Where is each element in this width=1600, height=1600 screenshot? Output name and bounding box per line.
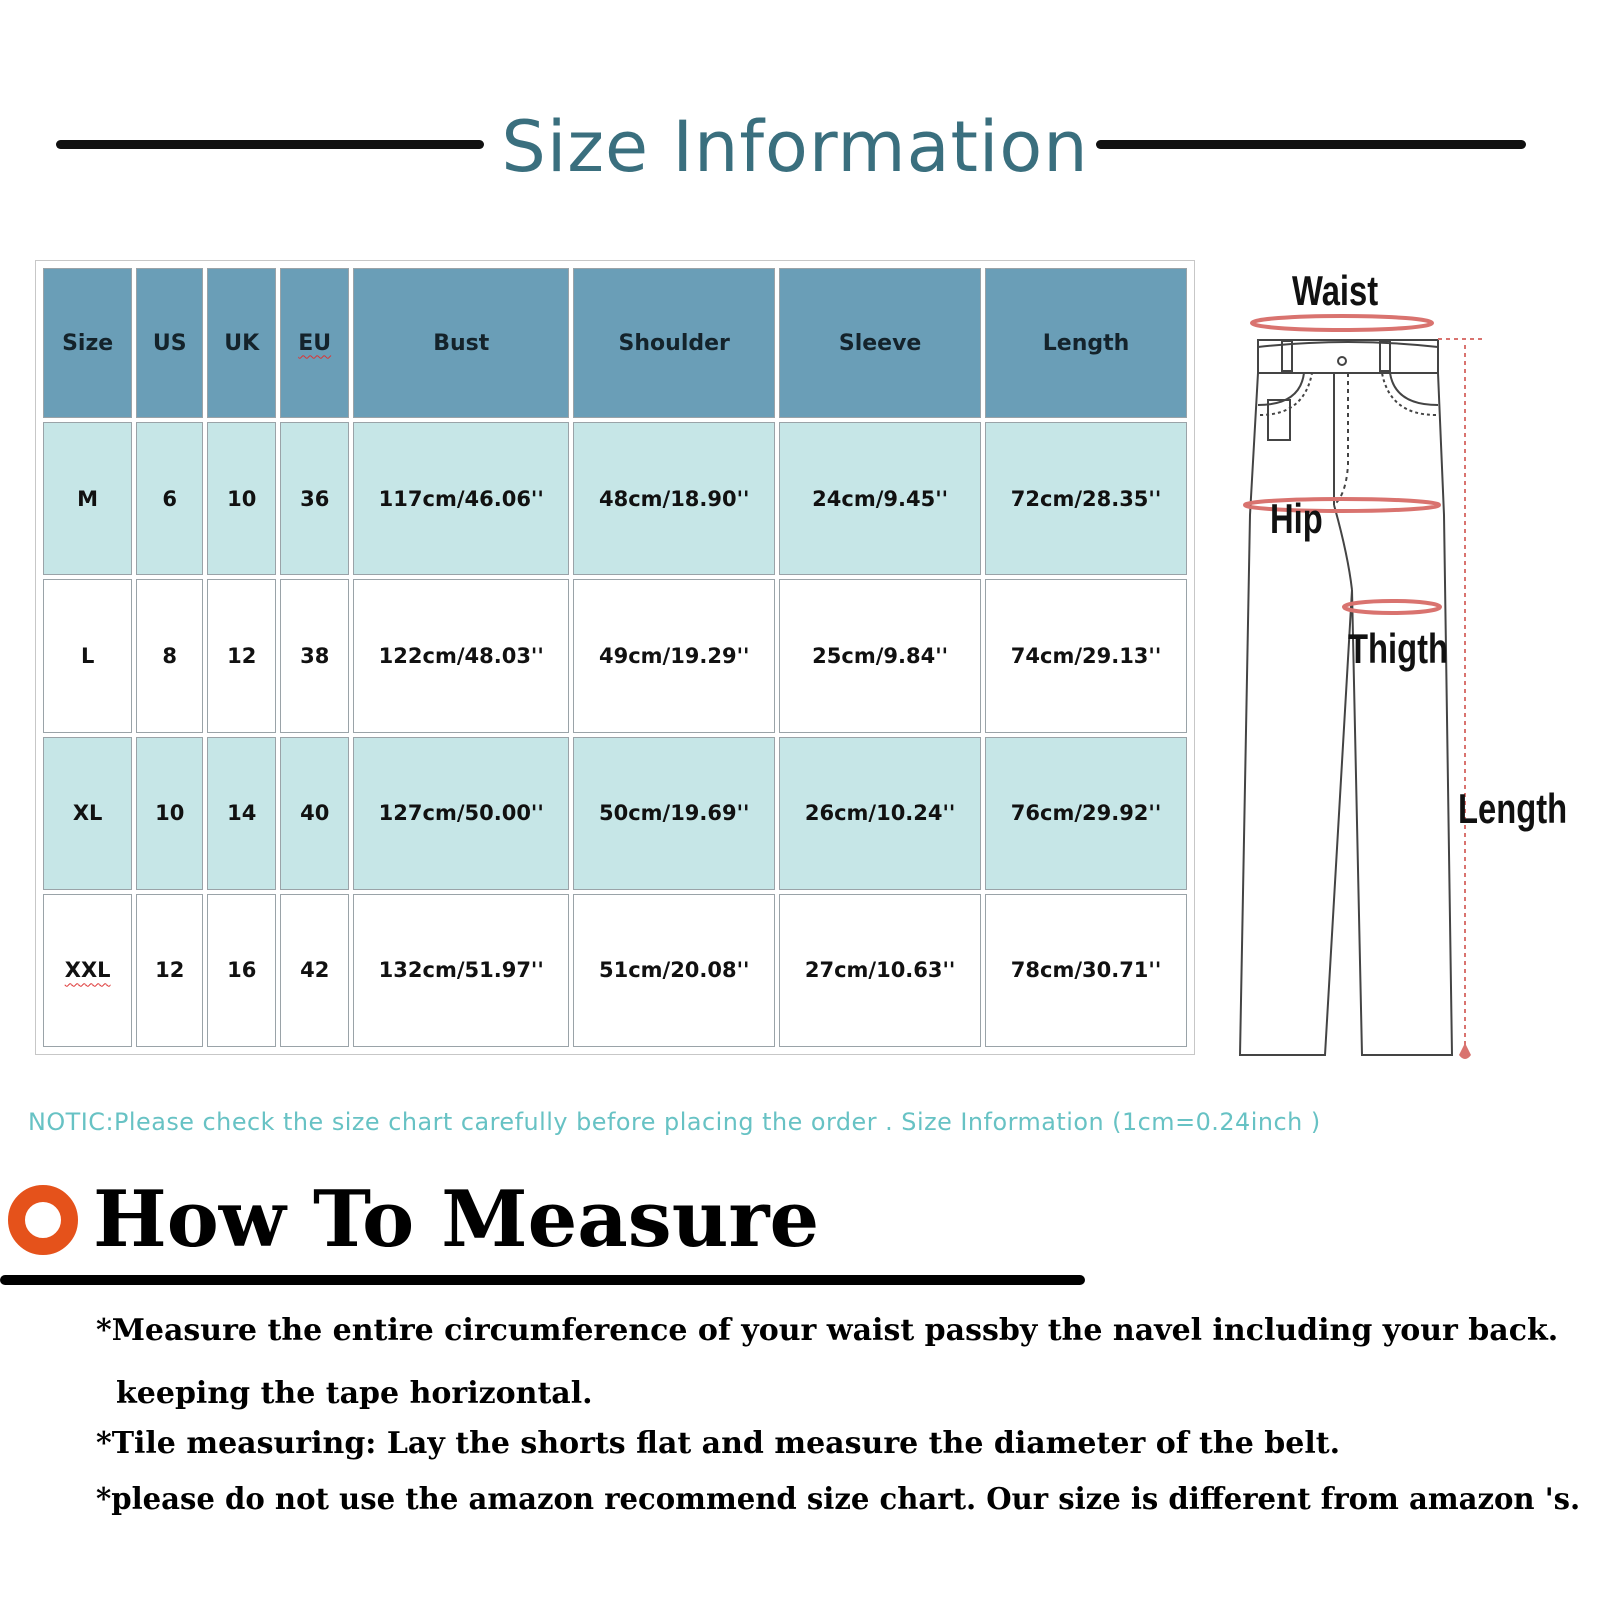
- cell-length: 76cm/29.92'': [985, 737, 1187, 890]
- cell-sleeve: 26cm/10.24'': [779, 737, 981, 890]
- cell-size: XL: [43, 737, 132, 890]
- cell-shoulder: 49cm/19.29'': [573, 579, 775, 732]
- cell-sleeve: 27cm/10.63'': [779, 894, 981, 1047]
- measure-rule: [0, 1275, 1085, 1285]
- diagram-label-length: Length: [1458, 785, 1568, 832]
- size-notice: NOTIC:Please check the size chart carefully before placing the order . Size Information (1cm=0.24inch ): [28, 1108, 1321, 1136]
- cell-bust: 127cm/50.00'': [353, 737, 569, 890]
- how-to-measure-title: How To Measure: [93, 1174, 820, 1265]
- table-row: [43, 422, 1187, 575]
- cell-us: 6: [136, 422, 203, 575]
- cell-shoulder: 51cm/20.08'': [573, 894, 775, 1047]
- cell-eu: 42: [280, 894, 349, 1047]
- cell-uk: 10: [207, 422, 276, 575]
- table-row: [43, 737, 1187, 890]
- col-header-uk: UK: [207, 268, 276, 418]
- measure-tip: *Tile measuring: Lay the shorts flat and measure the diameter of the belt.: [96, 1426, 1341, 1461]
- page-title: Size Information: [501, 106, 1089, 188]
- col-header-bust: Bust: [353, 268, 569, 418]
- diagram-label-waist: Waist: [1292, 267, 1379, 314]
- cell-size-label: XXL: [64, 958, 111, 983]
- cell-uk: 16: [207, 894, 276, 1047]
- cell-bust: 122cm/48.03'': [353, 579, 569, 732]
- cell-uk: 12: [207, 579, 276, 732]
- table-header-row: [43, 268, 1187, 418]
- cell-uk: 14: [207, 737, 276, 890]
- cell-shoulder: 50cm/19.69'': [573, 737, 775, 890]
- measure-tip: *Measure the entire circumference of your waist passby the navel including your back.: [96, 1313, 1559, 1348]
- pants-diagram: [1230, 255, 1600, 1095]
- cell-sleeve: 24cm/9.45'': [779, 422, 981, 575]
- cell-eu: 36: [280, 422, 349, 575]
- table-row: [43, 579, 1187, 732]
- size-table: [39, 264, 1191, 1051]
- orange-ring-icon: [8, 1185, 78, 1255]
- cell-eu: 40: [280, 737, 349, 890]
- size-table-container: [35, 260, 1195, 1055]
- diagram-label-thigh: Thigth: [1348, 625, 1449, 672]
- col-header-us: US: [136, 268, 203, 418]
- col-header-shoulder: Shoulder: [573, 268, 775, 418]
- cell-us: 12: [136, 894, 203, 1047]
- col-header-sleeve: Sleeve: [779, 268, 981, 418]
- pants-outline-icon: [1230, 255, 1600, 1095]
- cell-length: 74cm/29.13'': [985, 579, 1187, 732]
- measure-tip: *please do not use the amazon recommend size chart. Our size is different from amazon 's.: [96, 1482, 1581, 1517]
- col-header-eu: [280, 268, 349, 418]
- title-rule-left: [56, 140, 484, 149]
- col-header-length: Length: [985, 268, 1187, 418]
- diagram-label-hip: Hip: [1270, 495, 1323, 542]
- cell-bust: 117cm/46.06'': [353, 422, 569, 575]
- table-row: [43, 894, 1187, 1047]
- cell-size: M: [43, 422, 132, 575]
- cell-bust: 132cm/51.97'': [353, 894, 569, 1047]
- cell-length: 72cm/28.35'': [985, 422, 1187, 575]
- cell-eu: 38: [280, 579, 349, 732]
- cell-shoulder: 48cm/18.90'': [573, 422, 775, 575]
- title-rule-right: [1096, 140, 1526, 149]
- cell-us: 10: [136, 737, 203, 890]
- cell-sleeve: 25cm/9.84'': [779, 579, 981, 732]
- cell-length: 78cm/30.71'': [985, 894, 1187, 1047]
- col-header-size: Size: [43, 268, 132, 418]
- cell-us: 8: [136, 579, 203, 732]
- cell-size: [43, 894, 132, 1047]
- cell-size: L: [43, 579, 132, 732]
- col-header-eu-label: EU: [298, 330, 332, 356]
- measure-tip: keeping the tape horizontal.: [116, 1376, 593, 1411]
